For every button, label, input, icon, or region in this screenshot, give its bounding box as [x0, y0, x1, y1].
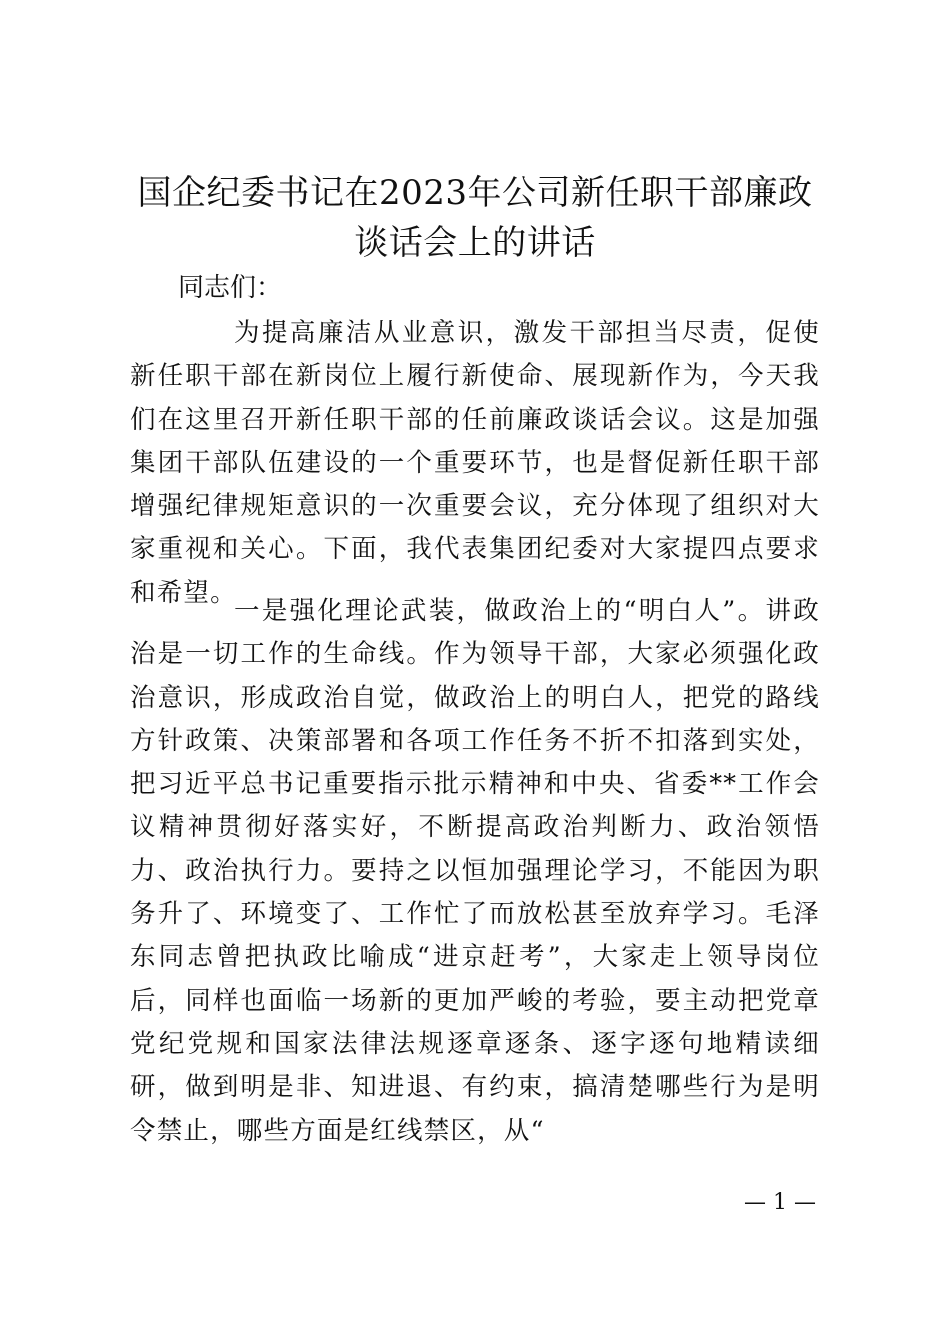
- title-line-2: 谈话会上的讲话: [354, 223, 596, 263]
- paragraph-point-one: 一是强化理论武装，做政治上的“明白人”。讲政治是一切工作的生命线。作为领导干部，大家必须强化政治意识，形成政治自觉，做政治上的明白人，把党的路线方针政策、决策部署和各项工作任务不折不扣落到实处，把习近平总书记重要指示批示精神和中央、省委**工作会议精神贯彻好落实好，不断提高政治判断力、政治领悟力、政治执行力。要持之以恒加强理论学习，不能因为职务升了、环境变了、工作忙了而放松甚至放弃学习。毛泽东同志曾把执政比喻成“进京赶考”，大家走上领导岗位后，同样也面临一场新的更加严峻的考验，要主动把党章党纪党规和国家法律法规逐章逐条、逐字逐句地精读细研，做到明是非、知进退、有约束，搞清楚哪些行为是明令禁止，哪些方面是红线禁区，从“: [130, 596, 820, 1146]
- document-title: [118, 168, 832, 268]
- title-line-1: 国企纪委书记在2023年公司新任职干部廉政: [137, 173, 813, 213]
- paragraph-intro: 为提高廉洁从业意识，激发干部担当尽责，促使新任职干部在新岗位上履行新使命、展现新作为，今天我们在这里召开新任职干部的任前廉政谈话会议。这是加强集团干部队伍建设的一个重要环节，也是督促新任职干部增强纪律规矩意识的一次重要会议，充分体现了组织对大家重视和关心。下面，我代表集团纪委对大家提四点要求和希望。: [130, 318, 820, 608]
- page-number: — 1 —: [744, 1190, 816, 1215]
- salutation: 同志们：: [178, 273, 283, 303]
